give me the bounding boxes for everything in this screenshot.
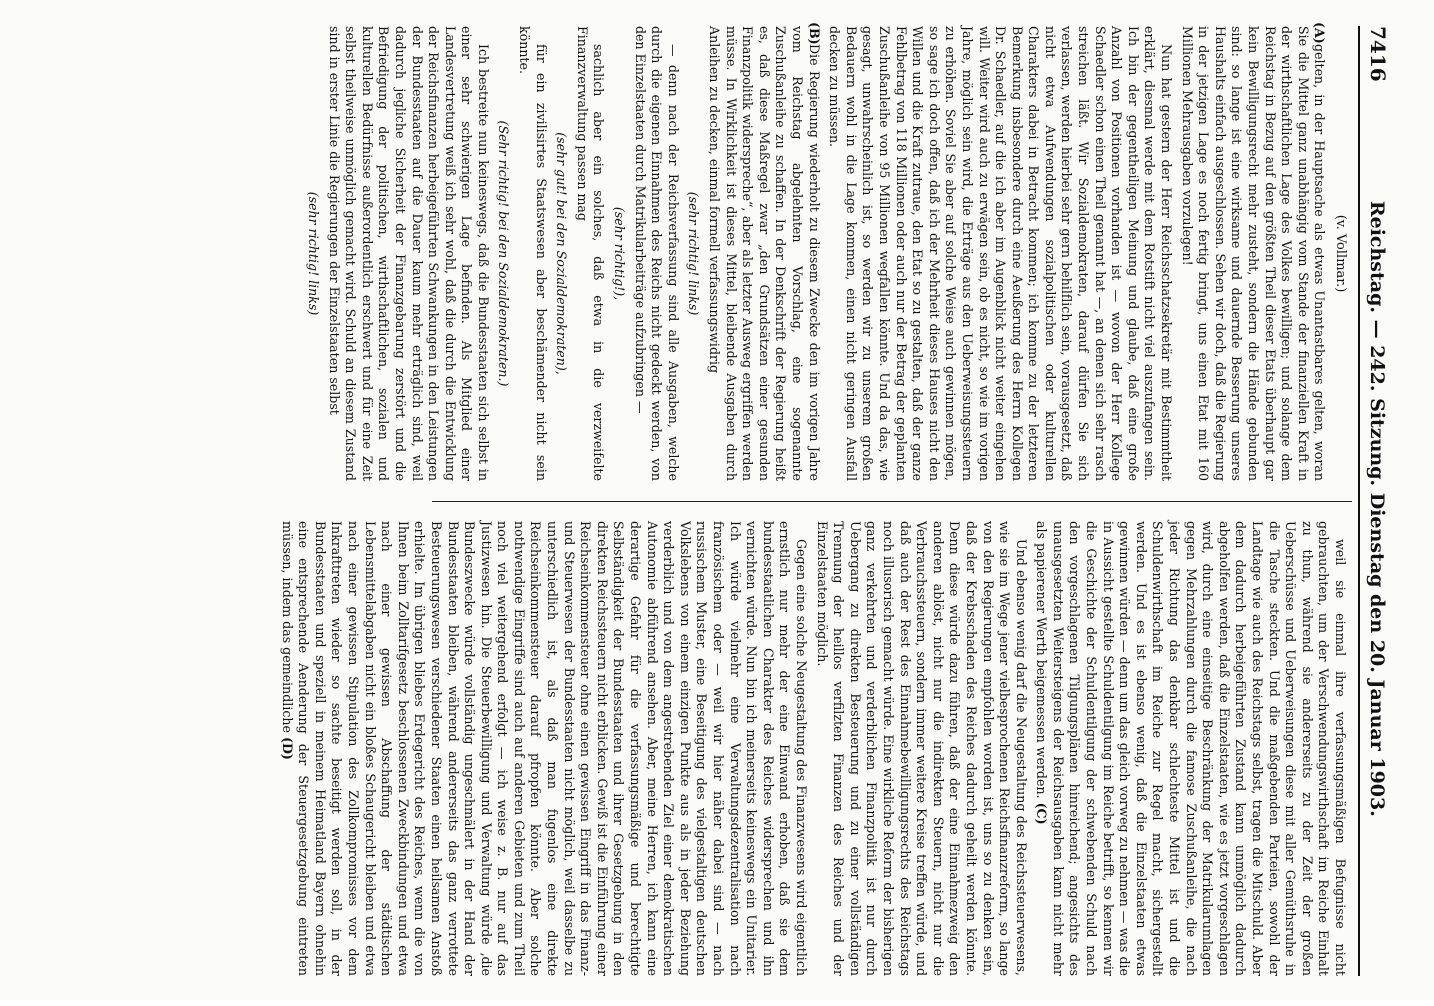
paragraph [1033, 521, 1348, 976]
paragraph [1178, 22, 1328, 481]
paragraph-text: Die Regierung wiederholt zu diesem Zwecke den im vorigen Jahre vom Reichstag abgelehnten Vorschlag, eine sogenannte Zuschußanleihe zu schaffen. In der Denkschrift der Regierung heißt es, daß diese Maßregel zwar „den Grundsätzen einer gesunden Finanzpolitik widerspreche“, aber als letzter Ausweg ergriffen werden müsse. In Wirklichkeit ist dieses Mittel, bleibende Ausgaben durch Anleihen zu decken, einmal formell verfassungswidrig [707, 26, 822, 481]
margin-marker-b: (B) [806, 22, 822, 45]
page-content [274, 22, 1390, 976]
margin-marker-a: (A) [1312, 22, 1328, 44]
page-number: 7416 [1366, 26, 1390, 82]
paragraph [705, 22, 822, 481]
interjection: (sehr richtig! links) [305, 191, 321, 316]
paragraph [278, 521, 809, 976]
paragraph-text: Und ebenso wenig darf die Neugestaltung des Reichssteuerwesens, wie sie im Wege jener vielbesprochenen Reichsfinanzreform, so lange von den Regierungen empfohlen worden ist, uns so zu denken sein, daß der Krebsschaden des Reiches dadurch geheilt werden könnte. Denn diese würde dazu führen, daß der eine Einnahmezweig den anderen ablöst, nicht nur die indirekten Steuern, nicht nur die Verbrauchssteuern, sondern immer weitere Kreise treffen würde, und daß auch der Rest des Einnahmebewilligungsrechts des Reichstags noch illusorisch gemacht würde. Eine wirkliche Reform der bisherigen ganz verkehrten und verderblichen Finanzpolitik ist nur durch Uebergang zu direkten Besteuerung und zu einer vollständigen Trennung der heillos verfilzten Finanzen des Reiches und der Einzelstaaten möglich. [814, 521, 1029, 976]
interjection: (sehr richtig!), [612, 206, 628, 301]
margin-marker-d: (D) [279, 736, 295, 760]
margin-marker-c: (C) [1034, 802, 1050, 825]
page-header [1358, 26, 1390, 976]
paragraph: sachlich aber ein solches, daß etwa in die verzweifelte Finanzverwaltung passen mag [574, 26, 607, 481]
header-title: Reichstag. — 242. Sitzung. Dienstag den 20. Januar 1903. [1366, 200, 1388, 817]
paragraph: für ein zivilisirtes Staatswesen aber beschämender nicht sein könnte. [517, 26, 549, 481]
left-column [274, 22, 1348, 481]
text-columns [274, 22, 1348, 976]
paragraph-text: Nun hat gestern der Herr Reichsschatzsekretär mit Bestimmtheit erklärt, diesmal werde mit dem Rotstift nicht viel auszufangen sein. Ich bin der gegentheiligen Meinung und glaube, daß eine große Anzahl von Positionen vorhanden ist — wovon der Herr Kollege Schaedler schon einen Theil genannt hat —, an denen sich sehr rasch streichen läßt. Wir Sozialdemokraten, darauf dürfen Sie sich verlassen, werden hierbei sehr gern behilflich sein, vorausgesetzt, daß nicht etwa Aufwendungen sozialpolitischen oder kulturellen Charakters dabei in Betracht kommen; ich komme zu der letzteren Bemerkung insbesondere durch eine Aeußerung des Herrn Kollegen Dr. Schaedler, auf die ich aber im Augenblick nicht weiter eingehen will. Weiter wird auch zu erwägen sein, ob es nicht, so wie im vorigen Jahre, möglich sein wird, die Erträge aus den Ueberweisungssteuern zu erhöhen. Soviel Sie aber auf solche Weise auch gewinnen mögen, so sage ich doch offen, daß ich der Mehrheit dieses Hauses nicht den Willen und die Kraft zutraue, den Etat so zu gestalten, daß der ganze Fehlbetrag von 118 Millionen oder auch nur der Betrag der geplanten Zuschußanleihe von 95 Millionen wegfallen könnte. Und da das, wie gesagt, unwahrscheinlich ist, so werden wir zu unserem großen Bedauern wohl in die Lage kommen, einen nicht geringen Ausfall decken zu müssen. [827, 26, 1175, 481]
paragraph: — denn nach der Reichsverfassung sind alle Ausgaben, welche durch die eigenen Einnahmen des Reichs nicht gedeckt werden, von den Einzelstaaten durch Matrikularbeiträge aufzubringen — [632, 26, 681, 481]
column-divider [432, 501, 1352, 502]
paragraph: Ich bestreite nun keineswegs, daß die Bundesstaaten sich selbst in einer sehr schwierigen Lage befinden. Als Mitglied einer Landesvertretung weiß ich sehr wohl, daß die durch die Entwicklung der Reichsfinanzen herbeigeführten Schwankungen in den Leistungen der Bundesstaaten auf die Dauer kaum mehr erträglich sind, weil dadurch jegliche Sicherheit der Finanzgebarung zerstört und die Befriedigung der politischen, wirthschaftlichen, sozialen und kulturellen Bedürfnisse außerordentlich erschwert und für eine Zeit selbst theilweise unmöglich gemacht wird. Schuld an diesem Zustand sind in erster Linie die Regierungen der Einzelstaaten selbst [326, 26, 491, 481]
paragraph-text: Gegen eine solche Neugestaltung des Finanzwesens wird eigentlich ernstlich nur mehr der eine Einwand erhoben, daß sie dem bundesstaatlichen Charakter des Reiches widersprechen und ihn vernichten würde. Nun bin ich meinerseits keineswegs ein Unitarier. Ich würde vielmehr eine Verwaltungsdezentralisation nach französischem oder — weil wir hier näher dabei sind — nach russischem Muster, eine Beseitigung des vielgestaltigen deutschen Volkslebens von einem einzigen Punkte aus als in jeder Beziehung verderblich und von dem angestrebenden Ziel einer demokratischen Autonomie abführend ansehen. Aber, meine Herren, ich kann eine derartige Gefahr für die verfassungsmäßige und berechtigte Selbständigkeit der Bundesstaaten und ihrer Gesetzgebung in den direkten Reichssteuern nicht erblicken. Gewiß ist die Einführung einer Reichseinkommensteuer ohne einen gewissen Eingriff in das Finanz- und Steuerwesen der Bundesstaaten nicht möglich, weil dasselbe zu unterschiedlich ist, als daß man fugenlos eine direkte Reichseinkommensteuer darauf pfropfen könnte. Aber solche nothwendige Eingriffe sind auch auf anderen Gebieten und zum Theil noch viel weitergehend erfolgt — ich weise z. B. nur auf das Justizwesen hin. Die Steuerbewilligung und Verwaltung würde ‚die Bundeszwecke würde vollständig ungeschmälert in der Hand der Bundesstaaten bleiben, während andererseits das ganz verrottete Besteuerungswesen verschiedener Staaten einen heilsamen Anstoß erhielte. Im übrigen bliebes Erdegericht des Reiches, wenn die von Ihnen beim Zolltarifgesetz beschlossenen Zweckbindungen und etwa nach einer gewissen Abschaffung der städtischen Lebensmittelabgaben nicht ein bloßes Schaugericht bleiben und etwa nach einer gewissen Stipulation des Zollkompromisses vor dem Inkrafttreten wieder so sachte beseitigt werden soll, in der Bundesstaaten und speziell in meinem Heimatland Bayern ohnehin eine entsprechende Aenderung der Steuergesetzgebung eintreten müssen, indem das gemeindliche [279, 521, 809, 976]
interjection: (sehr gut! bei den Sozialdemokraten), [554, 132, 570, 375]
paragraph [826, 26, 1174, 481]
paragraph-text: gelten, in der Hauptsache als etwas Unantastbares gelten, woran Sie die Mittel ganz unabhängig vom Stande der finanziellen Kraft in der wirthschaftlichen Lage des Volkes bewilligen; und solange dem Reichstag in Bezug auf den größten Theil dieser Etats überhaupt gar kein Bewilligungsrecht mehr zusteht, sondern die Hände gebunden sind: so lange ist eine wirksame und dauernde Besserung unseres Haushalts einfach ausgeschlossen. Sehen wir doch, daß die Regierung in der jetzigen Lage es noch fertig bringt, uns einen Etat mit 160 Millionen Mehrausgaben vorzulegen! [1179, 26, 1328, 481]
speaker-label: (v. Vollmar.) [1333, 214, 1348, 293]
paragraph [813, 521, 1029, 976]
interjection: (sehr richtig! links) [686, 191, 702, 316]
right-column [274, 521, 1348, 976]
paragraph-text: weil sie einmal ihre verfassungsmäßigen Befugnisse nicht gebrauchten, um der Verschwendungswirthschaft im Reiche Einhalt zu thun, während sie andererseits zu der Zeit der großen Ueberschüsse und Ueberweisungen diese mit aller Gemüthsruhe in die Tasche steckten. Und die maßgebenden Parteien, sowohl der Landtage wie auch des Reichstags selbst, tragen die Mitschuld. Aber dem dadurch herbeigeführten Zustand kann unmöglich dadurch abgeholfen werden, daß die Einzelstaaten, wie es jetzt vorgeschlagen wird, durch eine einseitige Beschränkung der Matrikularumlagen gegen Mehrzahlungen durch die famose Zuschußanleihe, die nach jeder Richtung das denkbar schlechteste Mittel ist und die Schuldenwirthschaft im Reiche zur Regel macht, sichergestellt werden. Und es ist ebenso wenig, daß die Einzelstaaten etwas gewinnen würden — denn um das gleich vorweg zu nehmen — was die in Aussicht gestellte Schuldentilgung im Reiche betrifft, so kennen wir die Geschichte der Schuldentilgung der schwebenden Schuld nach den vorgeschlagenen Tilgungsplänen hinreichend; angesichts des unausgesetzten Weitersteigens der Reichsausgaben kann nicht mehr als papierener Werth beigemessen werden. [1034, 521, 1348, 976]
interjection: (Sehr richtig! bei den Sozialdemokraten.) [496, 120, 512, 387]
